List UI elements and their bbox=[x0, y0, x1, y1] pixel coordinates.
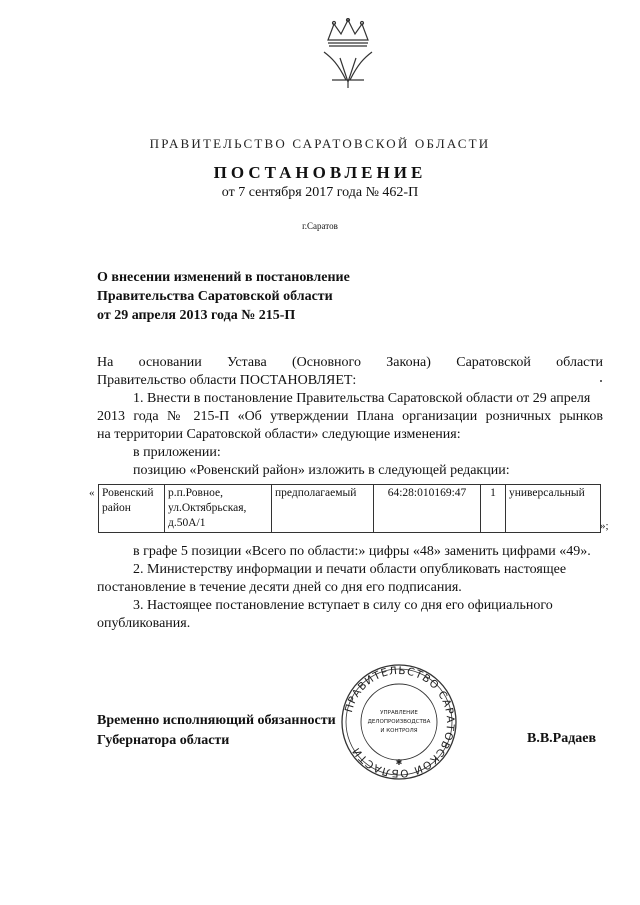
body-line: в приложении: bbox=[133, 445, 221, 460]
seal-inner-text: УПРАВЛЕНИЕ bbox=[380, 710, 418, 716]
market-table bbox=[98, 484, 601, 533]
subject-line: от 29 апреля 2013 года № 215-П bbox=[97, 308, 296, 323]
body-line: постановление в течение десяти дней со дня его подписания. bbox=[97, 580, 462, 595]
table-quote-close: »; bbox=[600, 520, 609, 532]
coat-of-arms-icon bbox=[318, 18, 378, 90]
city-name: г.Саратов bbox=[302, 221, 338, 231]
cell-text: д.50А/1 bbox=[168, 517, 206, 529]
cell-text: район bbox=[102, 502, 131, 514]
table-cell-district bbox=[99, 485, 165, 533]
document-date: от 7 сентября 2017 года № 462-П bbox=[221, 185, 419, 200]
signatory-name: В.В.Радаев bbox=[527, 731, 597, 746]
cell-text: р.п.Ровное, bbox=[168, 487, 223, 499]
seal-inner-text: И КОНТРОЛЯ bbox=[380, 728, 418, 734]
government-name: ПРАВИТЕЛЬСТВО САРАТОВСКОЙ ОБЛАСТИ bbox=[149, 136, 491, 151]
signatory-position-line: Временно исполняющий обязанности bbox=[97, 713, 336, 728]
seal-inner-text: ДЕЛОПРОИЗВОДСТВА bbox=[367, 719, 431, 725]
svg-text:✱: ✱ bbox=[395, 758, 403, 767]
body-line: 1. Внести в постановление Правительства Саратовской области от 29 апреля bbox=[133, 391, 591, 406]
document-subject bbox=[97, 268, 350, 325]
signatory-position-line: Губернатора области bbox=[97, 733, 230, 748]
table-row bbox=[99, 485, 601, 533]
table-cell-type: универсальный bbox=[506, 485, 601, 533]
body-line: опубликования. bbox=[97, 616, 191, 631]
table-cell-count: 1 bbox=[481, 485, 506, 533]
body-line: 2013 года № 215-П «Об утверждении Плана организации розничных рынков bbox=[97, 409, 603, 424]
body-line: 3. Настоящее постановление вступает в силу со дня его официального bbox=[133, 598, 553, 613]
body-line: в графе 5 позиции «Всего по области:» цифры «48» заменить цифрами «49». bbox=[133, 544, 591, 559]
body-line: позицию «Ровенский район» изложить в следующей редакции: bbox=[133, 463, 510, 478]
subject-line: О внесении изменений в постановление bbox=[97, 270, 350, 285]
table-cell-address bbox=[165, 485, 272, 533]
signatory-position bbox=[97, 711, 336, 751]
body-line: на территории Саратовской области» следующие изменения: bbox=[97, 427, 461, 442]
table-cell-status: предполагаемый bbox=[272, 485, 374, 533]
body-line: 2. Министерству информации и печати области опубликовать настоящее bbox=[133, 562, 567, 577]
body-line: Правительство области ПОСТАНОВЛЯЕТ: bbox=[97, 373, 357, 388]
scan-speck bbox=[600, 380, 602, 382]
cell-text: ул.Октябрьская, bbox=[168, 502, 247, 514]
subject-line: Правительства Саратовской области bbox=[97, 289, 333, 304]
table-cell-cadastral: 64:28:010169:47 bbox=[374, 485, 481, 533]
seal-outer-text: ПРАВИТЕЛЬСТВО САРАТОВСКОЙ ОБЛАСТИ bbox=[342, 664, 457, 780]
table-quote-open: « bbox=[89, 487, 95, 499]
cell-text: Ровенский bbox=[102, 487, 154, 499]
body-line: На основании Устава (Основного Закона) Саратовской области bbox=[97, 355, 603, 370]
document-type: ПОСТАНОВЛЕНИЕ bbox=[213, 163, 427, 182]
official-seal-icon bbox=[339, 662, 459, 782]
